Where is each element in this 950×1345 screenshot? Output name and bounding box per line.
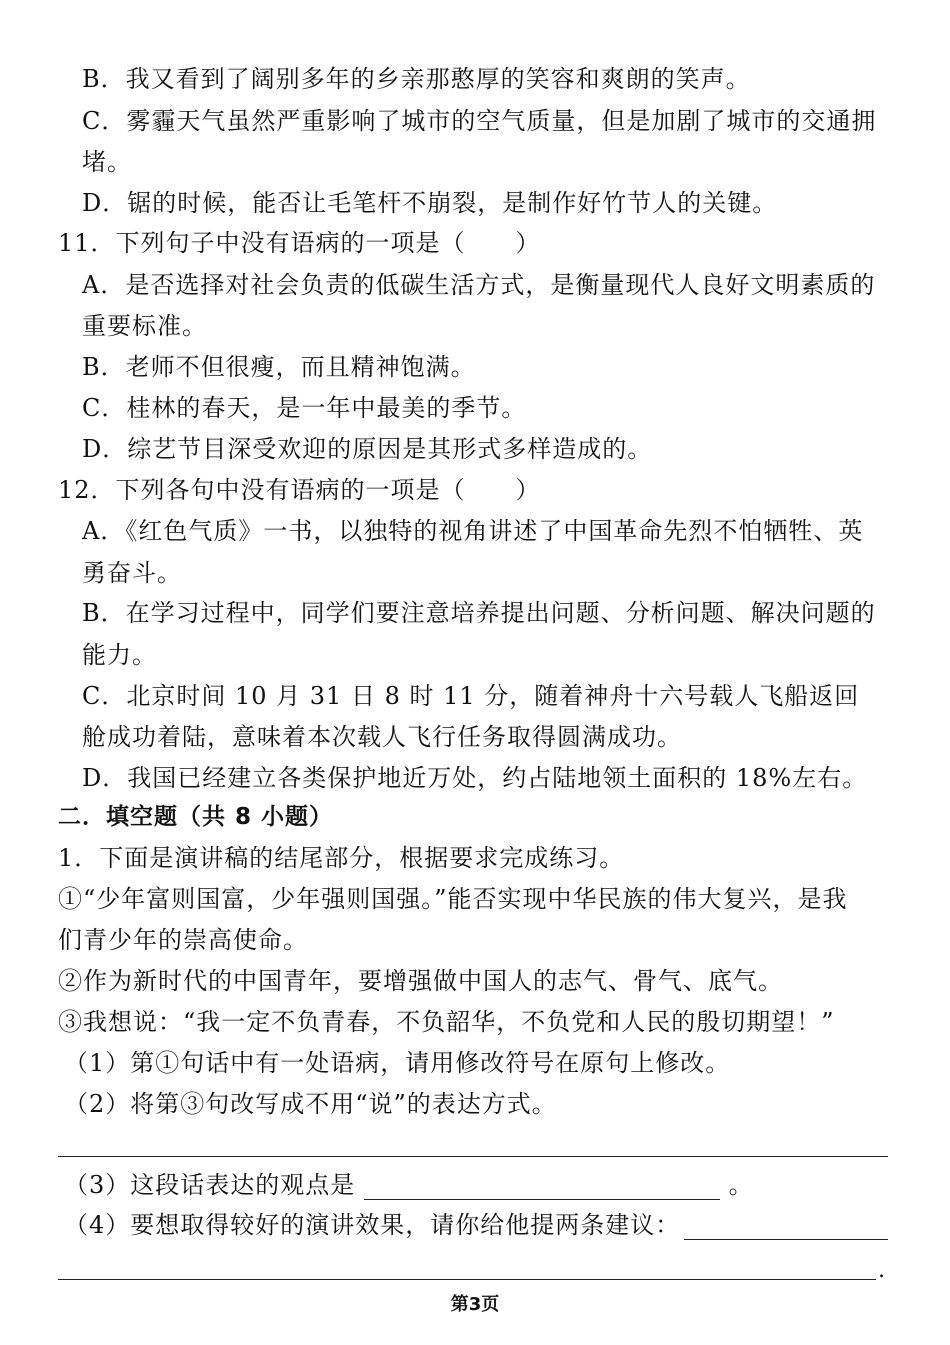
q12-option-a-line2: 勇奋斗。 [82, 559, 182, 587]
q12-stem: 12．下列各句中没有语病的一项是（ ） [58, 476, 541, 504]
task3-prefix: （3）这段话表达的观点是 [64, 1171, 356, 1199]
q11-option-a-line1: A．是否选择对社会负责的低碳生活方式，是衡量现代人良好文明素质的 [82, 271, 876, 299]
fill1-task3 [64, 1170, 754, 1200]
task4-answer-blank-1[interactable] [684, 1239, 888, 1240]
task4-prefix: （4）要想取得较好的演讲效果，请你给他提两条建议： [64, 1211, 681, 1239]
q11-stem: 11．下列句子中没有语病的一项是（ ） [58, 229, 541, 257]
q11-option-d: D．综艺节目深受欢迎的原因是其形式多样造成的。 [82, 435, 653, 463]
fill1-sentence1-line1: ①“少年富则国富，少年强则国强。”能否实现中华民族的伟大复兴，是我 [58, 885, 848, 913]
q10-option-c-line1: C．雾霾天气虽然严重影响了城市的空气质量，但是加剧了城市的交通拥 [82, 107, 877, 135]
q10-option-b: B．我又看到了阔别多年的乡亲那憨厚的笑容和爽朗的笑声。 [82, 65, 751, 93]
fill1-task1: （1）第①句话中有一处语病，请用修改符号在原句上修改。 [64, 1049, 731, 1077]
page-number: 第3页 [450, 1294, 500, 1315]
q12-option-c-line1: C．北京时间 10 月 31 日 8 时 11 分，随着神舟十六号载人飞船返回 [82, 682, 860, 710]
fill1-sentence2: ②作为新时代的中国青年，要增强做中国人的志气、骨气、底气。 [58, 967, 783, 995]
fill1-task2: （2）将第③句改写成不用“说”的表达方式。 [64, 1090, 557, 1118]
q10-option-c-line2: 堵。 [82, 148, 132, 176]
task3-answer-blank[interactable] [364, 1175, 720, 1200]
q11-option-c: C．桂林的春天，是一年中最美的季节。 [82, 394, 527, 422]
fill1-task4 [64, 1210, 680, 1240]
q12-option-d: D．我国已经建立各类保护地近万处，约占陆地领土面积的 18%左右。 [82, 764, 868, 792]
fill1-sentence1-line2: 们青少年的崇高使命。 [58, 926, 308, 954]
q11-option-a-line2: 重要标准。 [82, 312, 207, 340]
fill1-sentence3: ③我想说：“我一定不负青春，不负韶华，不负党和人民的殷切期望！” [58, 1008, 835, 1036]
task3-suffix: 。 [728, 1171, 754, 1199]
q12-option-b-line1: B．在学习过程中，同学们要注意培养提出问题、分析问题、解决问题的 [82, 599, 876, 627]
section-heading-fill-in: 二．填空题（共 8 小题） [58, 804, 334, 830]
task4-answer-line-2[interactable] [58, 1279, 876, 1280]
q12-option-c-line2: 舱成功着陆，意味着本次载人飞行任务取得圆满成功。 [82, 723, 682, 751]
q12-option-a-line1: A．《红色气质》一书，以独特的视角讲述了中国革命先烈不怕牺牲、英 [82, 517, 864, 545]
task2-answer-line[interactable] [58, 1156, 888, 1157]
fill1-stem: 1．下面是演讲稿的结尾部分，根据要求完成练习。 [58, 844, 625, 872]
task4-end-mark: . [878, 1258, 886, 1283]
q12-option-b-line2: 能力。 [82, 641, 157, 669]
q10-option-d: D．锯的时候，能否让毛笔杆不崩裂，是制作好竹节人的关键。 [82, 189, 778, 217]
q11-option-b: B．老师不但很瘦，而且精神饱满。 [82, 353, 476, 381]
